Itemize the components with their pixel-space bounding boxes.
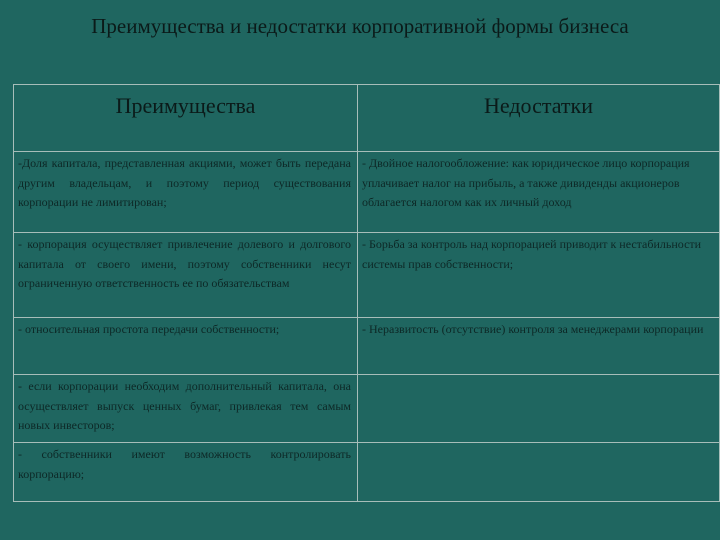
table-cell: - относительная простота передачи собственности; — [18, 322, 280, 336]
table-cell: - Борьба за контроль над корпорацией приводит к нестабильности системы прав собственности; — [362, 237, 702, 271]
table-cell: - Двойное налогообложение: как юридическое лицо корпорация уплачивает налог на прибыль, а также дивиденды акционеров облагается налогом как их личный доход — [362, 156, 690, 209]
header-disadvantages: Недостатки — [358, 85, 720, 152]
table-row — [14, 152, 720, 233]
table-row — [14, 375, 720, 443]
slide-title: Преимущества и недостатки корпоративной формы бизнеса — [91, 14, 629, 38]
table-cell: -Доля капитала, представленная акциями, может быть передана другим владельцам, и поэтому период существования корпорации не лимитирован; — [18, 156, 351, 209]
table-cell — [358, 375, 719, 379]
table-row — [14, 233, 720, 318]
comparison-table — [13, 84, 720, 502]
table-cell: - если корпорации необходим дополнительный капитала, она осуществляет выпуск ценных бумаг, привлекая тем самым новых инвесторов; — [18, 379, 351, 432]
header-advantages: Преимущества — [14, 85, 358, 152]
table-row — [14, 443, 720, 502]
table-cell: - Неразвитость (отсутствие) контроля за менеджерами корпорации — [362, 322, 704, 336]
table-cell: - собственники имеют возможность контролировать корпорацию; — [18, 447, 351, 481]
table-cell: - корпорация осуществляет привлечение долевого и долгового капитала от своего имени, поэтому собственники несут ограниченную ответственность ее по обязательствам — [18, 237, 351, 290]
table-row — [14, 318, 720, 375]
table-cell — [358, 443, 719, 447]
